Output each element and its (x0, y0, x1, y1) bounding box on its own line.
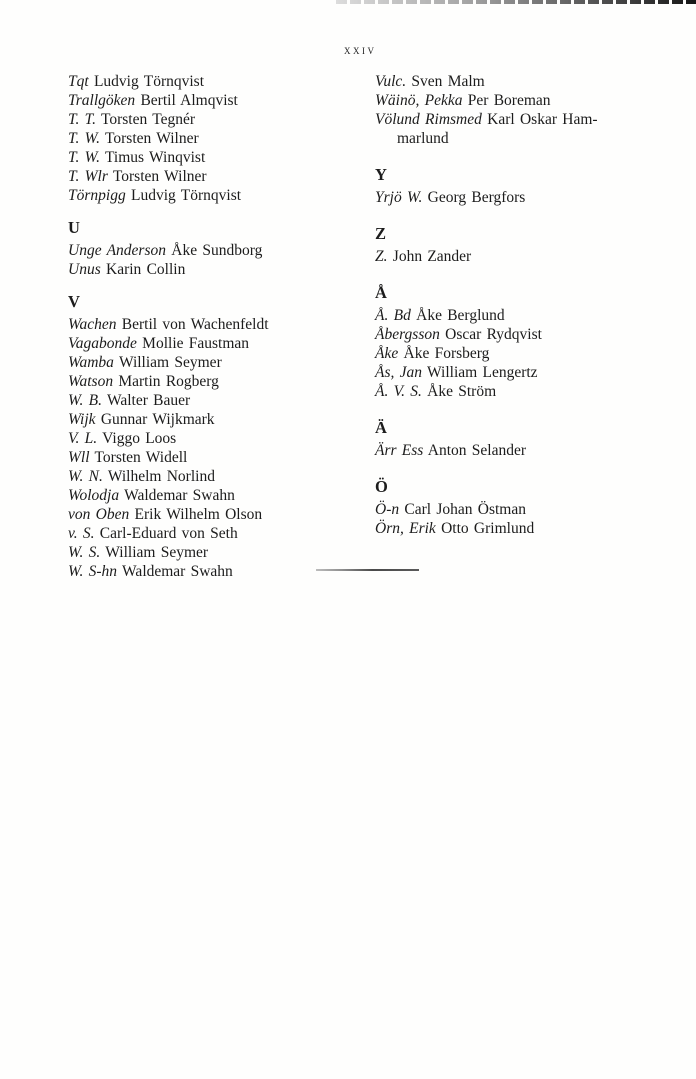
entry-pseudonym: Å. Bd (375, 307, 411, 324)
entry-name: Torsten Widell (94, 449, 188, 466)
entry-pseudonym: Å. V. S. (375, 383, 422, 400)
entry-pseudonym: Wachen (68, 316, 117, 333)
index-section (375, 224, 690, 266)
entry-name: Viggo Loos (102, 430, 177, 447)
entry-name: Karin Collin (106, 261, 186, 278)
index-section (375, 418, 690, 460)
entry-name: Timus Winqvist (104, 149, 206, 166)
entry-name: Gunnar Wijkmark (100, 411, 215, 428)
section-letter: Ö (375, 477, 388, 496)
index-entry (68, 315, 375, 334)
index-entry (68, 72, 375, 91)
entry-pseudonym: Törnpigg (68, 187, 126, 204)
entry-name: Waldemar Swahn (122, 563, 233, 580)
index-entry (68, 562, 375, 581)
entry-name: Torsten Wilner (104, 130, 199, 147)
index-entry (68, 448, 375, 467)
entry-pseudonym: Wll (68, 449, 90, 466)
index-column-left (68, 72, 375, 581)
entry-pseudonym: Ås, Jan (375, 364, 423, 381)
entry-name: Erik Wilhelm Olson (134, 506, 263, 523)
entry-name: Åke Ström (427, 383, 497, 400)
entry-name: Oscar Rydqvist (445, 326, 542, 343)
index-section (68, 292, 375, 581)
end-of-index-divider (316, 569, 419, 571)
entry-pseudonym: Vagabonde (68, 335, 137, 352)
entry-name: Bertil Almqvist (140, 92, 238, 109)
index-columns (68, 72, 690, 581)
entry-pseudonym: Ö-n (375, 501, 400, 518)
index-entry (375, 91, 690, 110)
entry-name: Åke Sundborg (171, 242, 263, 259)
entry-pseudonym: Wäinö, Pekka (375, 92, 463, 109)
index-entry (375, 188, 690, 207)
index-entry (375, 110, 690, 129)
section-letter: Ä (375, 418, 387, 437)
index-entry (68, 241, 375, 260)
entry-pseudonym: T. Wlr (68, 168, 108, 185)
index-section (375, 283, 690, 401)
index-section (68, 72, 375, 205)
index-entry (68, 372, 375, 391)
index-entry (375, 519, 690, 538)
entry-pseudonym: Yrjö W. (375, 189, 423, 206)
index-entry (375, 247, 690, 266)
index-entry (68, 186, 375, 205)
entry-name: Carl-Eduard von Seth (99, 525, 238, 542)
index-entry (68, 148, 375, 167)
entry-name: William Lengertz (427, 364, 538, 381)
entry-name: Carl Johan Östman (404, 501, 526, 518)
entry-pseudonym: T. W. (68, 149, 100, 166)
entry-pseudonym: Wamba (68, 354, 114, 371)
entry-pseudonym: v. S. (68, 525, 95, 542)
entry-name: Martin Rogberg (118, 373, 219, 390)
entry-pseudonym: Åbergsson (375, 326, 440, 343)
index-entry (375, 363, 690, 382)
entry-pseudonym: V. L. (68, 430, 98, 447)
section-letter: V (68, 292, 80, 311)
entry-pseudonym: Örn, Erik (375, 520, 436, 537)
index-entry (375, 500, 690, 519)
entry-name: Ludvig Törnqvist (131, 187, 242, 204)
index-column-right (375, 72, 690, 581)
entry-pseudonym: T. W. (68, 130, 100, 147)
index-entry (375, 344, 690, 363)
scan-edge-artifact (336, 0, 696, 4)
entry-name: Bertil von Wachenfeldt (121, 316, 269, 333)
section-letter: U (68, 218, 80, 237)
section-letter: Y (375, 165, 387, 184)
index-entry (68, 167, 375, 186)
section-letter: Å (375, 283, 387, 302)
entry-pseudonym: Völund Rimsmed (375, 111, 482, 128)
index-entry (68, 467, 375, 486)
index-entry (68, 410, 375, 429)
entry-name: Torsten Wilner (112, 168, 207, 185)
entry-pseudonym: Tqt (68, 73, 89, 90)
entry-name: Sven Malm (411, 73, 485, 90)
entry-pseudonym: W. B. (68, 392, 102, 409)
section-letter: Z (375, 224, 387, 243)
entry-pseudonym: W. S. (68, 544, 101, 561)
entry-pseudonym: Unus (68, 261, 101, 278)
page-number: xxiv (344, 43, 377, 57)
entry-name: Otto Grimlund (441, 520, 535, 537)
index-entry (375, 441, 690, 460)
index-entry (68, 110, 375, 129)
entry-name: Per Boreman (467, 92, 551, 109)
entry-name: Mollie Faustman (142, 335, 250, 352)
entry-name: Åke Berglund (416, 307, 505, 324)
index-section (68, 218, 375, 279)
entry-name: Anton Selander (427, 442, 527, 459)
index-entry (68, 486, 375, 505)
index-entry (68, 91, 375, 110)
index-entry (68, 505, 375, 524)
entry-pseudonym: Unge Anderson (68, 242, 166, 259)
entry-pseudonym: Ärr Ess (375, 442, 424, 459)
index-section (375, 165, 690, 207)
index-entry (68, 334, 375, 353)
index-entry (68, 260, 375, 279)
entry-pseudonym: Vulc. (375, 73, 407, 90)
index-section (375, 477, 690, 538)
entry-name: Georg Bergfors (427, 189, 526, 206)
index-entry (68, 429, 375, 448)
index-entry (68, 524, 375, 543)
index-entry (375, 325, 690, 344)
entry-pseudonym: Wolodja (68, 487, 120, 504)
index-entry (68, 391, 375, 410)
index-entry (375, 72, 690, 91)
index-entry (68, 129, 375, 148)
entry-pseudonym: W. S-hn (68, 563, 118, 580)
index-entry (375, 382, 690, 401)
index-entry-continuation: marlund (397, 130, 449, 147)
entry-name: Torsten Tegnér (100, 111, 196, 128)
entry-pseudonym: T. T. (68, 111, 96, 128)
entry-name: John Zander (392, 248, 472, 265)
entry-name: Ludvig Törnqvist (93, 73, 205, 90)
entry-name: Åke Forsberg (403, 345, 490, 362)
index-entry (68, 353, 375, 372)
entry-pseudonym: Watson (68, 373, 114, 390)
entry-pseudonym: Trallgöken (68, 92, 136, 109)
index-entry (68, 543, 375, 562)
entry-pseudonym: Wijk (68, 411, 96, 428)
entry-name: Waldemar Swahn (124, 487, 235, 504)
entry-name: William Seymer (118, 354, 222, 371)
index-section (375, 72, 690, 148)
entry-name: Wilhelm Norlind (107, 468, 215, 485)
entry-pseudonym: Z. (375, 248, 388, 265)
entry-pseudonym: von Oben (68, 506, 130, 523)
entry-name: Walter Bauer (106, 392, 191, 409)
entry-name: Karl Oskar Ham- (487, 111, 598, 128)
entry-pseudonym: Åke (375, 345, 399, 362)
index-entry (375, 306, 690, 325)
entry-pseudonym: W. N. (68, 468, 103, 485)
entry-name: William Seymer (105, 544, 209, 561)
